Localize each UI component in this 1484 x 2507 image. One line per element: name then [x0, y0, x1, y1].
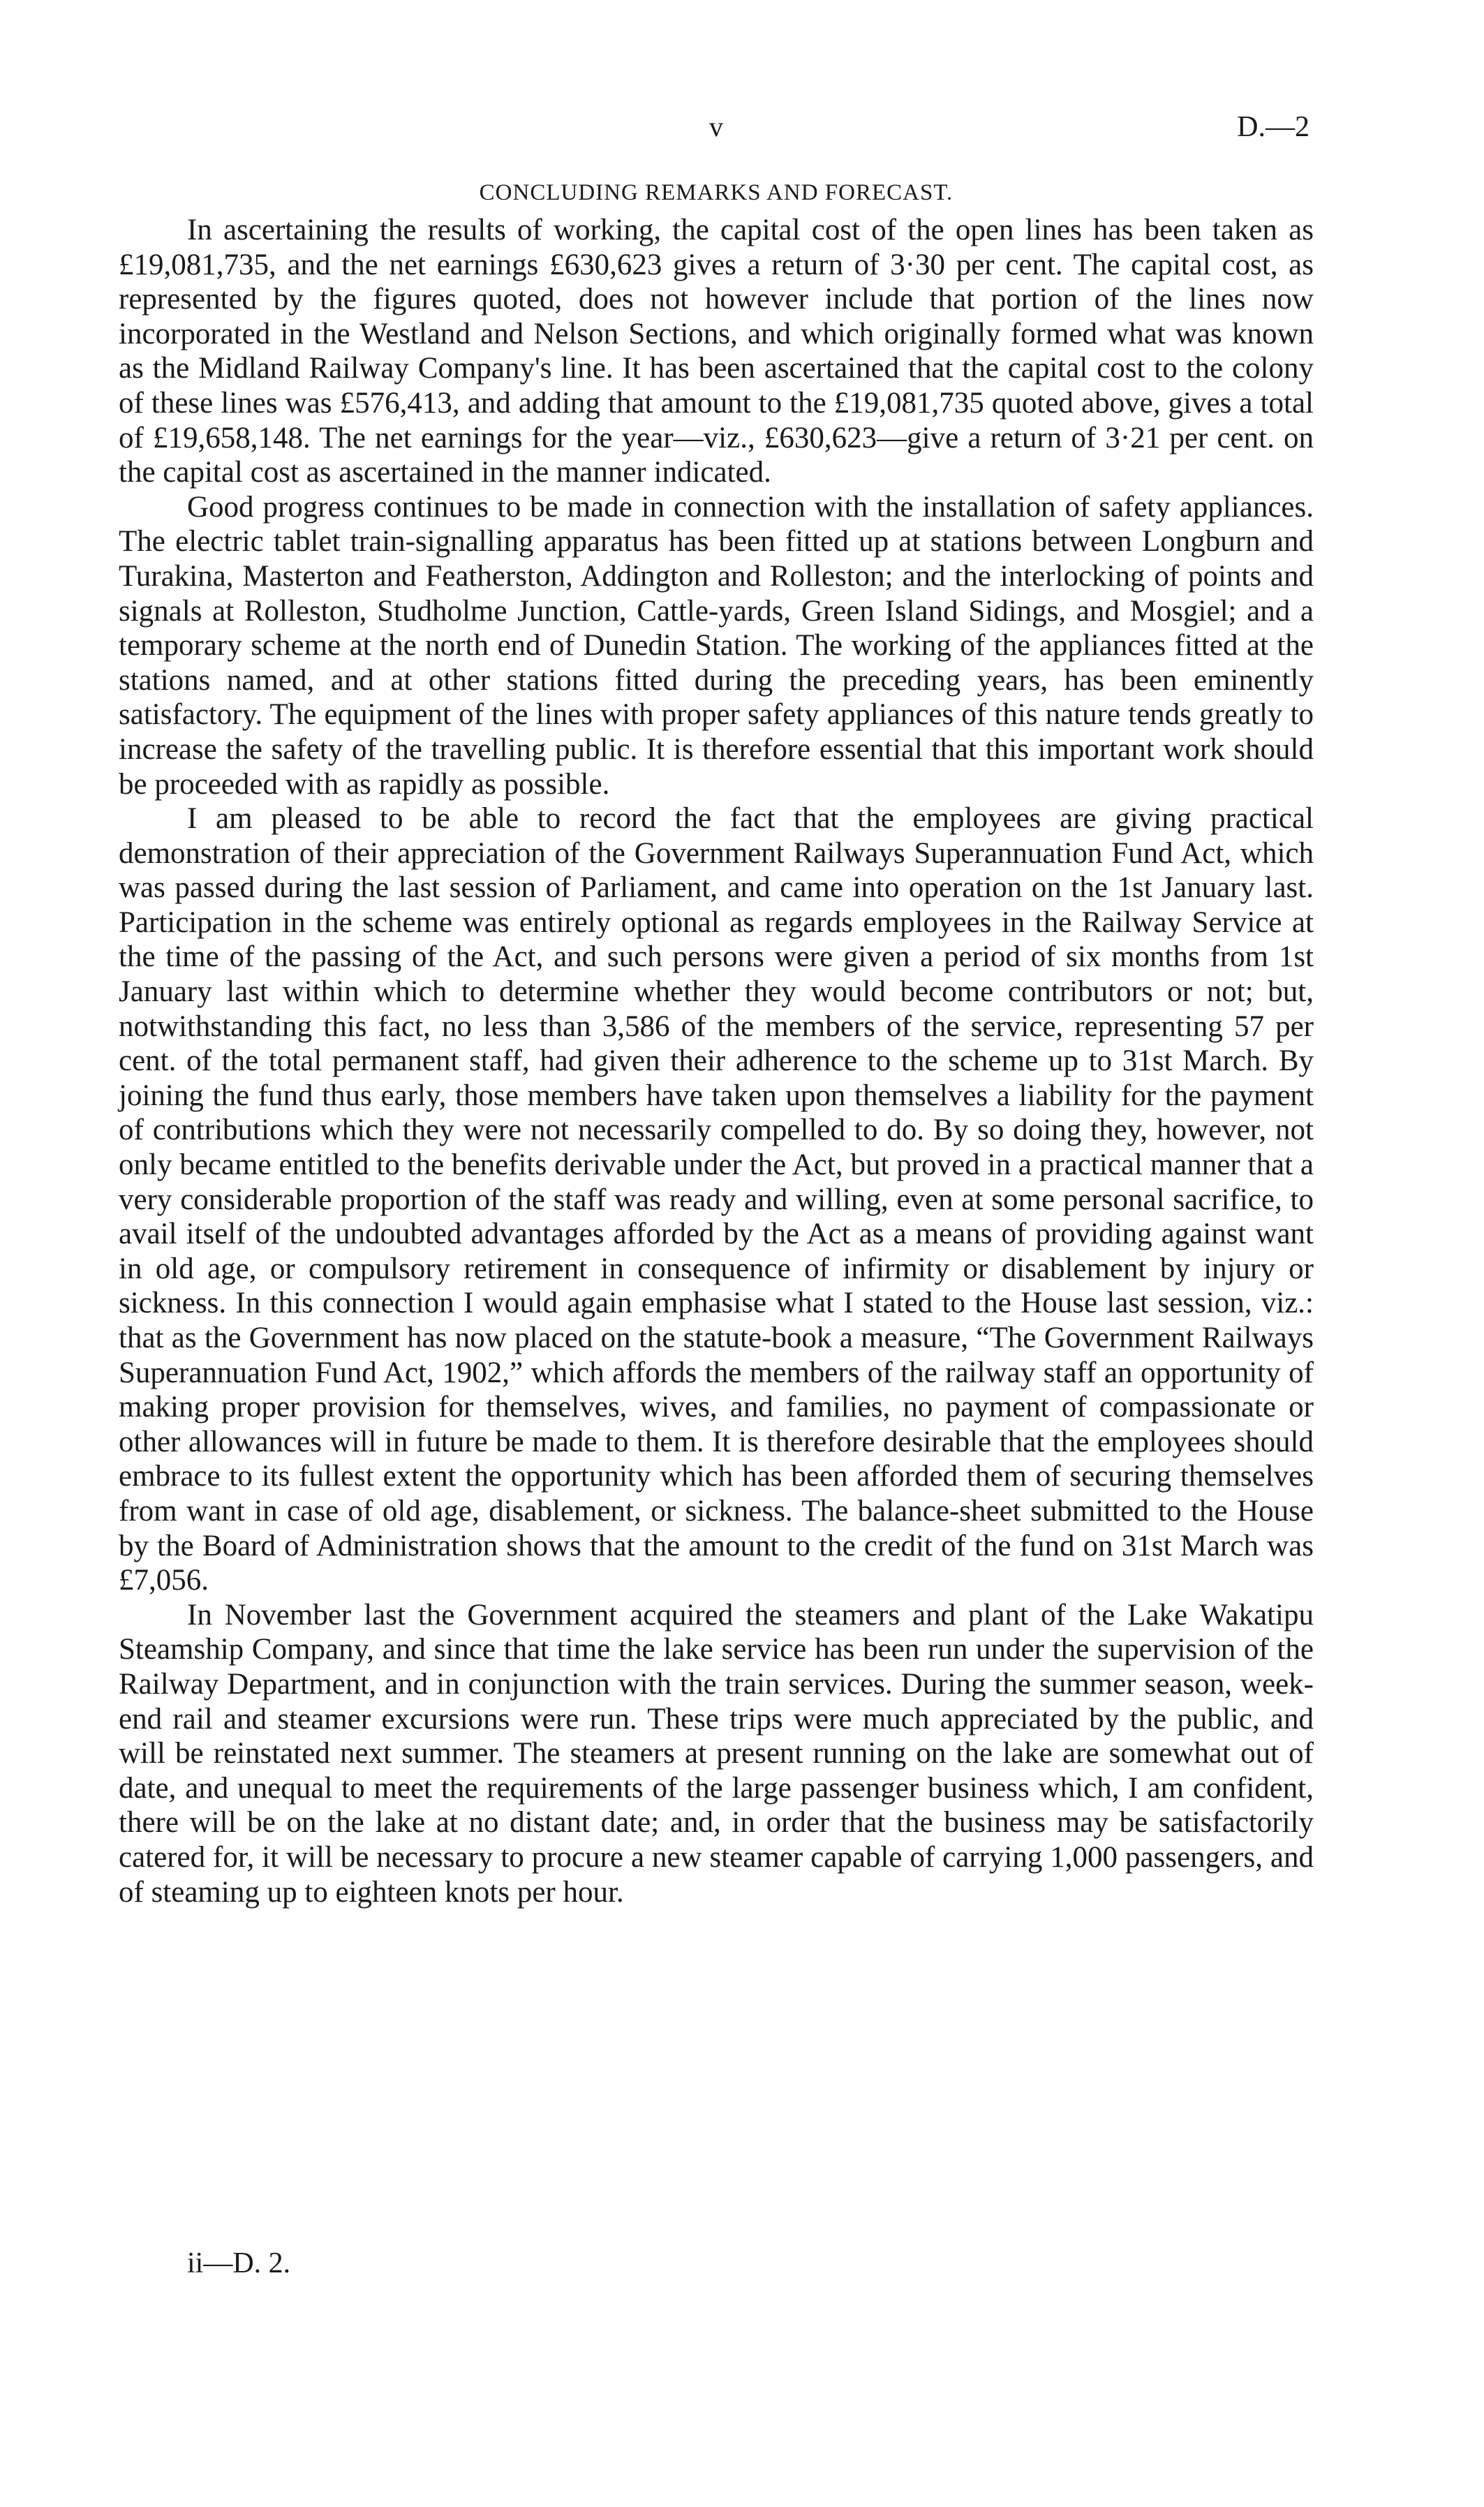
- paragraph-capital-cost: In ascertaining the results of working, the capital cost of the open lines has been taken as £19,081,735, and the net earnings £630,623 gives a return of 3·30 per cent. The capital cost, as represented by the figures quoted, does not however include that portion of the lines now incorporated in the Westland and Nelson Sections, and which originally formed what was known as the Midland Railway Company's line. It has been ascertained that the capital cost to the colony of these lines was £576,413, and adding that amount to the £19,081,735 quoted above, gives a total of £19,658,148. The net earnings for the year—viz., £630,623—give a return of 3·21 per cent. on the capital cost as ascertained in the manner indicated.: [119, 214, 1314, 489]
- signature-mark: ii—D. 2.: [187, 2247, 291, 2279]
- paragraph-safety-appliances: Good progress continues to be made in connection with the installation of safety appliances. The electric tablet train-signalling apparatus has been fitted up at stations between Longburn and Turakina, Masterton and Featherston, Addington and Rolleston; and the interlocking of points and signals at Rolleston, Studholme Junction, Cattle-yards, Green Island Sidings, and Mosgiel; and a temporary scheme at the north end of Dunedin Station. The working of the appliances fitted at the stations named, and at other stations fitted during the preceding years, has been eminently satisfactory. The equipment of the lines with proper safety appliances of this nature tends greatly to increase the safety of the travelling public. It is therefore essential that this important work should be proceeded with as rapidly as possible.: [119, 490, 1314, 801]
- section-title: CONCLUDING REMARKS AND FORECAST.: [479, 180, 954, 205]
- page-number: v: [709, 111, 723, 142]
- body-text: [119, 213, 1314, 1909]
- paragraph-lake-wakatipu: In November last the Government acquired the steamers and plant of the Lake Wakatipu Steamship Company, and since that time the lake service has been run under the supervision of the Railway Department, and in conjunction with the train services. During the summer season, week-end rail and steamer excursions were run. These trips were much appreciated by the public, and will be reinstated next summer. The steamers at present running on the lake are somewhat out of date, and unequal to meet the requirements of the large passenger business which, I am confident, there will be on the lake at no distant date; and, in order that the business may be satisfactorily catered for, it will be necessary to procure a new steamer capable of carrying 1,000 passengers, and of steaming up to eighteen knots per hour.: [119, 1598, 1314, 1909]
- paragraph-superannuation-fund: I am pleased to be able to record the fact that the employees are giving practical demonstration of their appreciation of the Government Railways Superannuation Fund Act, which was passed during the last session of Parliament, and came into operation on the 1st January last. Participation in the scheme was entirely optional as regards employees in the Railway Service at the time of the passing of the Act, and such persons were given a period of six months from 1st January last within which to determine whether they would become contributors or not; but, notwithstanding this fact, no less than 3,586 of the members of the service, representing 57 per cent. of the total permanent staff, had given their adherence to the scheme up to 31st March. By joining the fund thus early, those members have taken upon themselves a liability for the payment of contributions which they were not necessarily compelled to do. By so doing they, however, not only became entitled to the benefits derivable under the Act, but proved in a practical manner that a very considerable proportion of the staff was ready and willing, even at some personal sacrifice, to avail itself of the undoubted advantages afforded by the Act as a means of providing against want in old age, or compulsory retirement in consequence of infirmity or disablement by injury or sickness. In this connection I would again emphasise what I stated to the House last session, viz.: that as the Government has now placed on the statute-book a measure, “The Government Railways Superannuation Fund Act, 1902,” which affords the members of the railway staff an opportunity of making proper provision for themselves, wives, and families, no payment of compassionate or other allowances will in future be made to them. It is therefore desirable that the employees should embrace to its fullest extent the opportunity which has been afforded them of securing themselves from want in case of old age, disablement, or sickness. The balance-sheet submitted to the House by the Board of Administration shows that the amount to the credit of the fund on 31st March was £7,056.: [119, 802, 1314, 1597]
- document-reference: D.—2: [1237, 111, 1309, 143]
- page-header: [119, 110, 1314, 152]
